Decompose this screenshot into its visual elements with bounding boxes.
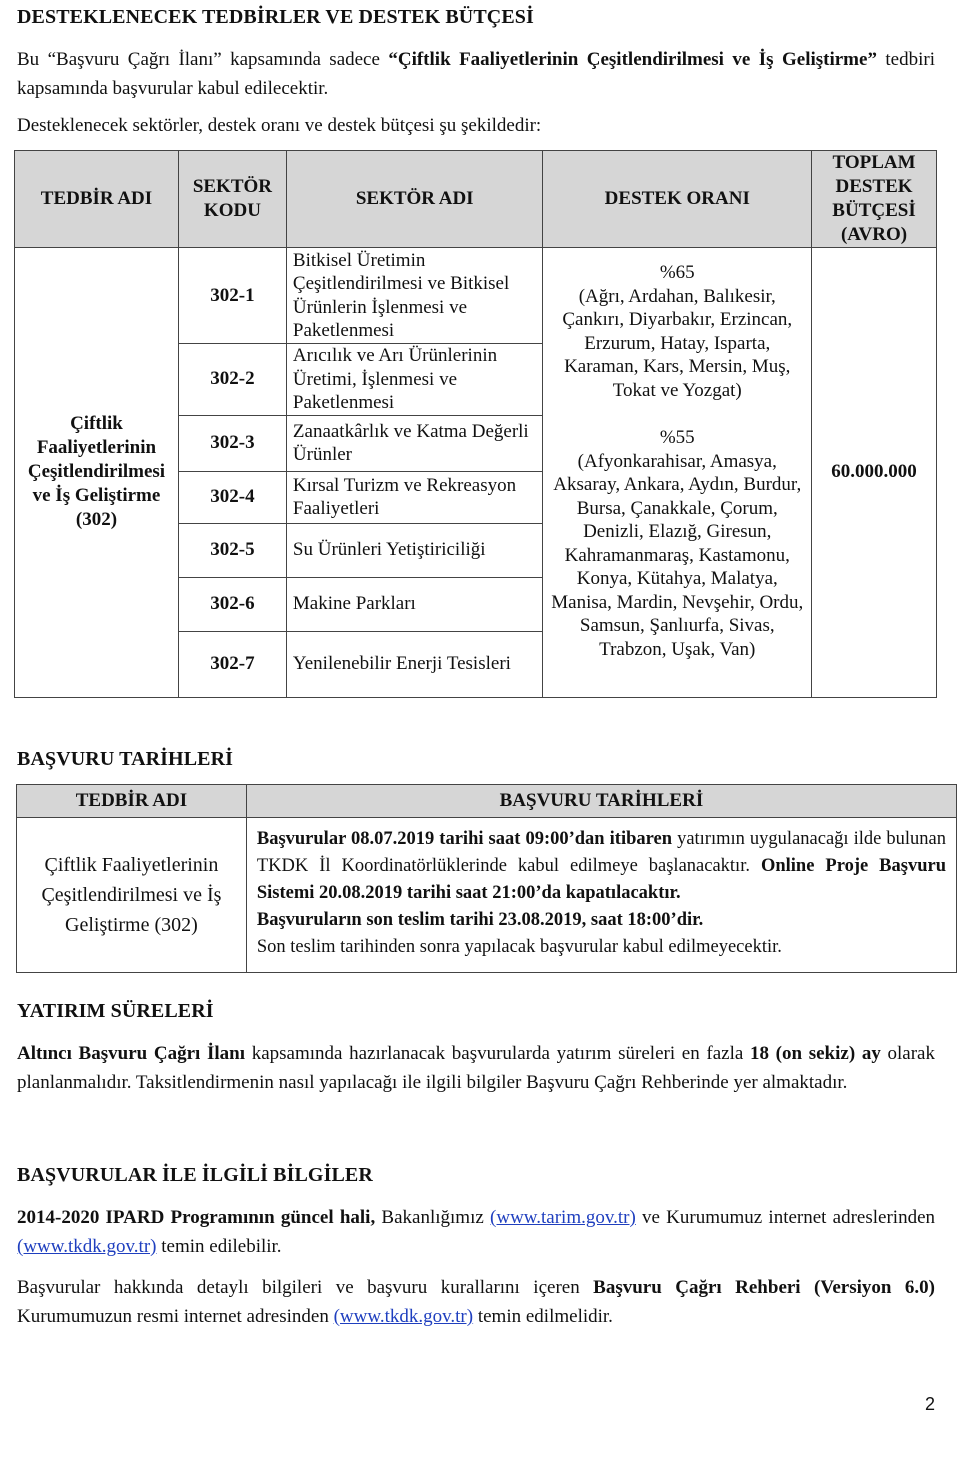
- late-application-note: Son teslim tarihinden sonra yapılacak başvurular kabul edilmeyecektir.: [256, 936, 782, 957]
- section-heading-supported-measures: DESTEKLENECEK TEDBİRLER VE DESTEK BÜTÇESİ: [17, 6, 534, 28]
- total-budget-cell: 60.000.000: [812, 248, 937, 698]
- header-total-budget: TOPLAM DESTEK BÜTÇESİ (AVRO): [812, 151, 937, 248]
- sector-code: 302-4: [178, 471, 286, 523]
- table-header-row: [17, 785, 957, 818]
- sector-code: 302-3: [178, 415, 286, 471]
- intro-text: Bu “Başvuru Çağrı İlanı” kapsamında sadece: [17, 49, 389, 70]
- tkdk-link[interactable]: (www.tkdk.gov.tr): [17, 1236, 157, 1257]
- online-system-close: Online Proje Başvuru Sistemi 20.08.2019 tarihi saat 21:00’da kapatılacaktır.: [256, 855, 946, 903]
- table-row: [17, 818, 957, 973]
- sector-name: Zanaatkârlık ve Katma Değerli Ürünler: [286, 415, 543, 471]
- sector-code: 302-6: [178, 577, 286, 631]
- support-budget-table: [14, 150, 937, 698]
- sector-code: 302-5: [178, 523, 286, 577]
- header-support-rate: DESTEK ORANI: [543, 151, 812, 248]
- intro-text-end: tedbiri kapsamında başvurular kabul edilecektir.: [17, 49, 935, 99]
- sector-name: Bitkisel Üretimin Çeşitlendirilmesi ve Bitkisel Ürünlerin İşlenmesi ve Paketlenmesi: [286, 248, 543, 344]
- application-dates-cell: [246, 818, 956, 973]
- ipard-text-mid: ve Kurumumuz internet adreslerinden: [635, 1207, 935, 1228]
- tarim-link[interactable]: (www.tarim.gov.tr): [490, 1207, 636, 1228]
- guide-info-paragraph: [17, 1273, 935, 1331]
- max-period: 18 (on sekiz) ay: [749, 1043, 881, 1064]
- sector-name: Makine Parkları: [286, 577, 543, 631]
- start-date: Başvurular 08.07.2019 tarihi saat 09:00’dan itibaren: [256, 828, 673, 849]
- period-text: kapsamında hazırlanacak başvurularda yatırım süreleri en fazla: [245, 1043, 750, 1064]
- sector-code: 302-7: [178, 631, 286, 697]
- ipard-info-paragraph: [17, 1203, 935, 1261]
- sector-code: 302-1: [178, 248, 286, 344]
- section-heading-investment-periods: YATIRIM SÜRELERİ: [17, 1000, 214, 1022]
- call-name: Altıncı Başvuru Çağrı İlanı: [17, 1043, 246, 1064]
- support-rate-cell: [543, 248, 812, 698]
- sector-name: Su Ürünleri Yetiştiriciliği: [286, 523, 543, 577]
- header-measure-name: TEDBİR ADI: [15, 151, 179, 248]
- sector-name: Kırsal Turizm ve Rekreasyon Faaliyetleri: [286, 471, 543, 523]
- investment-period-paragraph: [17, 1039, 935, 1097]
- guide-text: Başvurular hakkında detaylı bilgileri ve başvuru kurallarını içeren: [17, 1277, 594, 1298]
- measure-name-cell: Çiftlik Faaliyetlerinin Çeşitlendirilmesi ve İş Geliştirme (302): [17, 818, 247, 973]
- sectors-intro: Desteklenecek sektörler, destek oranı ve destek bütçesi şu şekildedir:: [17, 115, 542, 136]
- deadline: Başvuruların son teslim tarihi 23.08.2019, saat 18:00’dir.: [256, 909, 704, 930]
- header-application-dates: BAŞVURU TARİHLERİ: [246, 785, 956, 818]
- guide-name: Başvuru Çağrı Rehberi (Versiyon 6.0): [593, 1277, 935, 1298]
- header-sector-name: SEKTÖR ADI: [286, 151, 543, 248]
- start-date-note: yatırımın uygulanacağı ilde bulunan TKDK İl Koordinatörlüklerinde kabul edilmeye başlanacaktır.: [256, 828, 946, 876]
- ipard-text-end: temin edilebilir.: [156, 1236, 282, 1257]
- rate-65-provinces: (Ağrı, Ardahan, Balıkesir, Çankırı, Diyarbakır, Erzincan, Erzurum, Hatay, Isparta, Karaman, Kars, Mersin, Muş, Tokat ve Yozgat): [562, 285, 793, 401]
- sector-code: 302-2: [178, 344, 286, 416]
- section-heading-application-dates: BAŞVURU TARİHLERİ: [17, 748, 234, 770]
- header-measure-name: TEDBİR ADI: [17, 785, 247, 818]
- measure-name-cell: Çiftlik Faaliyetlerinin Çeşitlendirilmesi ve İş Geliştirme (302): [15, 248, 179, 698]
- table-header-row: [15, 151, 937, 248]
- guide-text-end: temin edilmelidir.: [473, 1306, 613, 1327]
- rate-55: %55: [659, 427, 695, 448]
- tkdk-link[interactable]: (www.tkdk.gov.tr): [333, 1306, 474, 1327]
- period-text-end: olarak planlanmalıdır. Taksitlendirmenin nasıl yapılacağı ile ilgili bilgiler Başvuru Çağrı Rehberinde yer almaktadır.: [17, 1043, 935, 1093]
- table-row: [15, 248, 937, 344]
- header-sector-code: SEKTÖR KODU: [178, 151, 286, 248]
- rate-65: %65: [659, 262, 695, 283]
- ipard-program: 2014-2020 IPARD Programının güncel hali,: [17, 1207, 376, 1228]
- sector-name: Yenilenebilir Enerji Tesisleri: [286, 631, 543, 697]
- guide-text-mid: Kurumumuzun resmi internet adresinden: [17, 1306, 334, 1327]
- application-dates-table: [16, 784, 957, 973]
- sector-name: Arıcılık ve Arı Ürünlerinin Üretimi, İşlenmesi ve Paketlenmesi: [286, 344, 543, 416]
- intro-paragraph: [17, 45, 935, 103]
- intro-measure-name: “Çiftlik Faaliyetlerinin Çeşitlendirilmesi ve İş Geliştirme”: [388, 49, 877, 70]
- rate-55-provinces: (Afyonkarahisar, Amasya, Aksaray, Ankara, Aydın, Burdur, Bursa, Çanakkale, Çorum, Denizli, Elazığ, Giresun, Kahramanmaraş, Kastamonu, Konya, Kütahya, Malatya, Manisa, Mardin, Nevşehir, Ordu, Samsun, Şanlıurfa, Sivas, Trabzon, Uşak, Van): [551, 450, 804, 660]
- section-heading-application-info: BAŞVURULAR İLE İLGİLİ BİLGİLER: [17, 1164, 373, 1186]
- ipard-text: Bakanlığımız: [375, 1207, 491, 1228]
- page-number: 2: [924, 1394, 935, 1414]
